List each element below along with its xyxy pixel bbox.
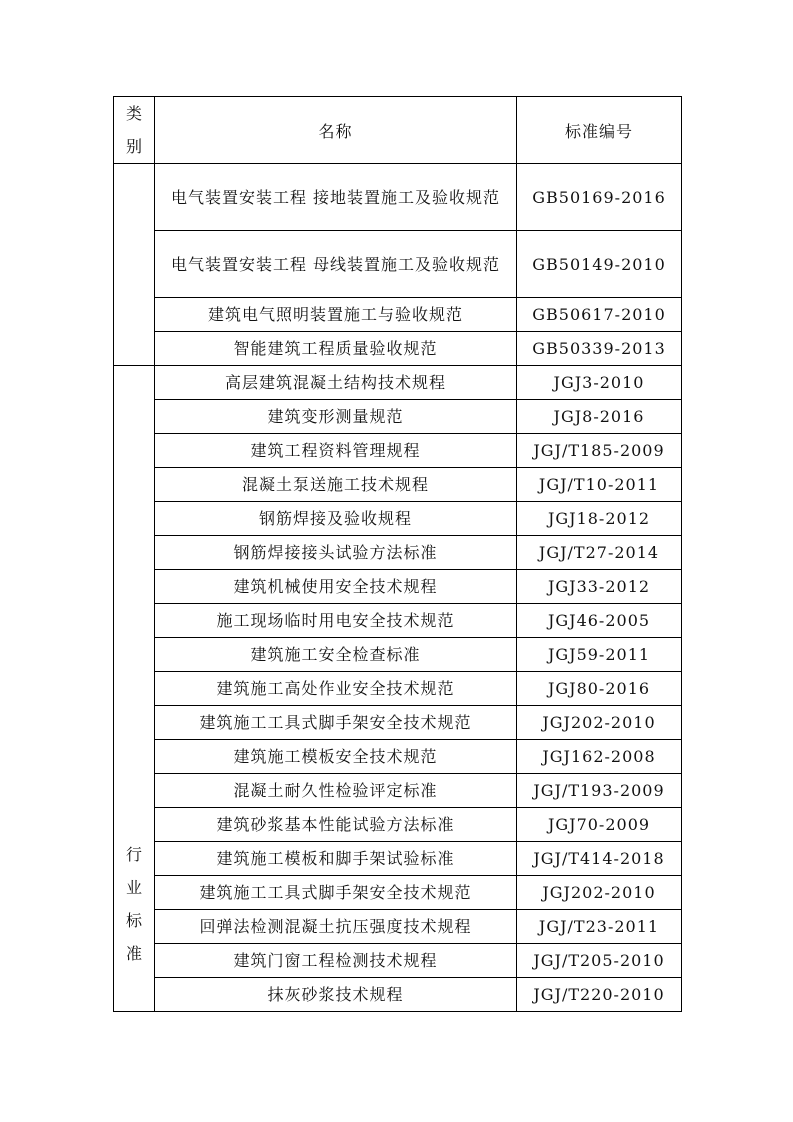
standard-name: 建筑砂浆基本性能试验方法标准 xyxy=(155,808,517,842)
standard-name: 建筑工程资料管理规程 xyxy=(155,434,517,468)
table-row xyxy=(114,842,682,876)
standard-name: 钢筋焊接及验收规程 xyxy=(155,502,517,536)
category-cell-1 xyxy=(114,164,155,366)
table-row xyxy=(114,808,682,842)
standard-name: 智能建筑工程质量验收规范 xyxy=(155,332,517,366)
standard-code: JGJ18-2012 xyxy=(517,502,682,536)
standard-code: GB50339-2013 xyxy=(517,332,682,366)
standard-name: 抹灰砂浆技术规程 xyxy=(155,978,517,1012)
standard-name: 建筑变形测量规范 xyxy=(155,400,517,434)
standard-code: JGJ202-2010 xyxy=(517,706,682,740)
standard-name: 建筑施工模板安全技术规范 xyxy=(155,740,517,774)
standard-code: GB50617-2010 xyxy=(517,298,682,332)
table-row xyxy=(114,978,682,1012)
table-row xyxy=(114,910,682,944)
standard-name: 钢筋焊接接头试验方法标准 xyxy=(155,536,517,570)
standard-name: 电气装置安装工程 接地装置施工及验收规范 xyxy=(155,164,517,231)
table-row xyxy=(114,706,682,740)
table-row xyxy=(114,944,682,978)
table-row xyxy=(114,298,682,332)
table-row xyxy=(114,638,682,672)
table-row xyxy=(114,672,682,706)
table-row xyxy=(114,502,682,536)
table-row xyxy=(114,366,682,400)
standard-name: 建筑机械使用安全技术规程 xyxy=(155,570,517,604)
standard-name: 建筑门窗工程检测技术规程 xyxy=(155,944,517,978)
standard-name: 建筑电气照明装置施工与验收规范 xyxy=(155,298,517,332)
standard-code: JGJ33-2012 xyxy=(517,570,682,604)
standard-code: JGJ8-2016 xyxy=(517,400,682,434)
standards-table-body xyxy=(114,97,682,1012)
table-row xyxy=(114,332,682,366)
standard-code: JGJ/T205-2010 xyxy=(517,944,682,978)
standard-code: JGJ46-2005 xyxy=(517,604,682,638)
table-row xyxy=(114,434,682,468)
header-category xyxy=(114,97,155,164)
table-row xyxy=(114,570,682,604)
standard-name: 混凝土耐久性检验评定标准 xyxy=(155,774,517,808)
category-cell-2 xyxy=(114,366,155,1012)
table-row xyxy=(114,604,682,638)
standard-name: 建筑施工工具式脚手架安全技术规范 xyxy=(155,876,517,910)
table-row xyxy=(114,231,682,298)
table-row xyxy=(114,536,682,570)
standards-table xyxy=(113,96,682,1012)
standard-name: 回弹法检测混凝土抗压强度技术规程 xyxy=(155,910,517,944)
header-code: 标准编号 xyxy=(517,97,682,164)
standard-code: JGJ/T27-2014 xyxy=(517,536,682,570)
standard-code: JGJ/T414-2018 xyxy=(517,842,682,876)
standard-code: JGJ202-2010 xyxy=(517,876,682,910)
standard-name: 建筑施工高处作业安全技术规范 xyxy=(155,672,517,706)
table-row xyxy=(114,400,682,434)
standard-code: JGJ/T193-2009 xyxy=(517,774,682,808)
standard-name: 高层建筑混凝土结构技术规程 xyxy=(155,366,517,400)
standard-code: JGJ70-2009 xyxy=(517,808,682,842)
standard-code: JGJ/T185-2009 xyxy=(517,434,682,468)
standard-code: JGJ/T10-2011 xyxy=(517,468,682,502)
table-row xyxy=(114,876,682,910)
standard-name: 电气装置安装工程 母线装置施工及验收规范 xyxy=(155,231,517,298)
standard-code: JGJ/T220-2010 xyxy=(517,978,682,1012)
table-row xyxy=(114,468,682,502)
standard-code: JGJ162-2008 xyxy=(517,740,682,774)
standard-code: JGJ3-2010 xyxy=(517,366,682,400)
standard-name: 混凝土泵送施工技术规程 xyxy=(155,468,517,502)
standard-code: JGJ59-2011 xyxy=(517,638,682,672)
standard-name: 建筑施工模板和脚手架试验标准 xyxy=(155,842,517,876)
category-label: 行业标准 xyxy=(126,844,144,963)
standard-name: 建筑施工安全检查标准 xyxy=(155,638,517,672)
standard-name: 建筑施工工具式脚手架安全技术规范 xyxy=(155,706,517,740)
header-category-label: 类别 xyxy=(126,104,144,156)
table-row xyxy=(114,774,682,808)
standard-code: GB50149-2010 xyxy=(517,231,682,298)
standard-code: JGJ80-2016 xyxy=(517,672,682,706)
standard-name: 施工现场临时用电安全技术规范 xyxy=(155,604,517,638)
table-row xyxy=(114,164,682,231)
table-row xyxy=(114,740,682,774)
standard-code: JGJ/T23-2011 xyxy=(517,910,682,944)
header-row xyxy=(114,97,682,164)
standard-code: GB50169-2016 xyxy=(517,164,682,231)
header-name: 名称 xyxy=(155,97,517,164)
